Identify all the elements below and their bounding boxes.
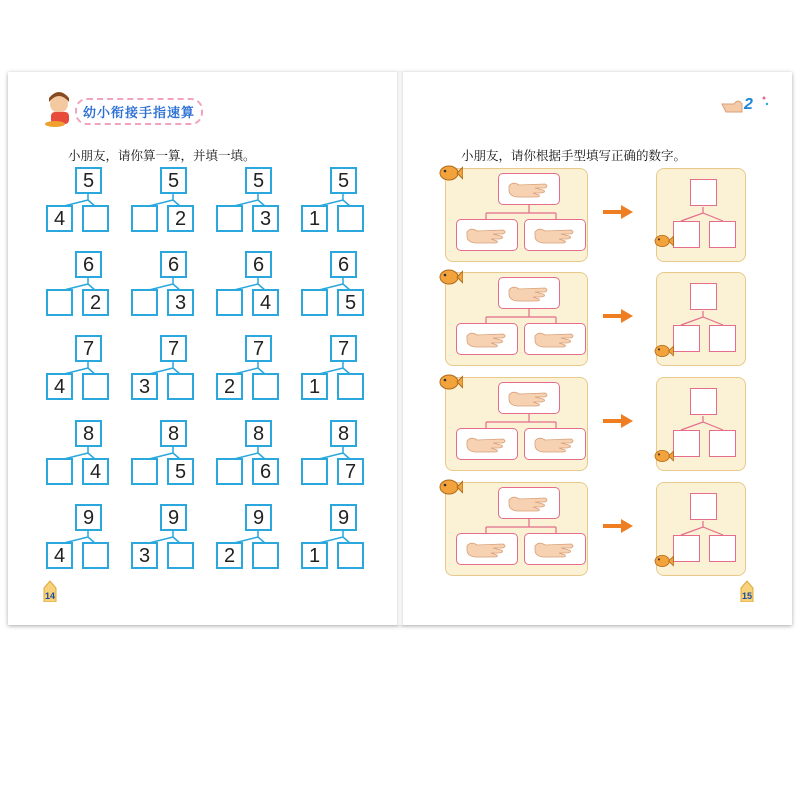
number-bond bbox=[214, 420, 304, 486]
left-part-box[interactable]: 4 bbox=[46, 373, 73, 400]
right-part-box[interactable]: 4 bbox=[82, 458, 109, 485]
right-part-box[interactable]: 4 bbox=[252, 289, 279, 316]
fish-icon bbox=[652, 343, 674, 364]
number-bond bbox=[299, 504, 389, 570]
fish-icon bbox=[652, 233, 674, 254]
answer-total-box[interactable] bbox=[690, 179, 717, 206]
answer-left-box[interactable] bbox=[673, 325, 700, 352]
total-box[interactable]: 6 bbox=[330, 251, 357, 278]
left-part-box[interactable]: 1 bbox=[301, 542, 328, 569]
number-bond bbox=[44, 420, 134, 486]
left-part-box[interactable] bbox=[301, 458, 328, 485]
left-part-box[interactable]: 2 bbox=[216, 542, 243, 569]
total-box[interactable]: 9 bbox=[75, 504, 102, 531]
total-box[interactable]: 6 bbox=[245, 251, 272, 278]
right-part-box[interactable]: 3 bbox=[252, 205, 279, 232]
total-box[interactable]: 5 bbox=[330, 167, 357, 194]
page-number-right-label: 15 bbox=[741, 591, 752, 601]
answer-total-box[interactable] bbox=[690, 388, 717, 415]
hand-panel bbox=[445, 377, 588, 471]
number-bond bbox=[129, 420, 219, 486]
answer-right-box[interactable] bbox=[709, 221, 736, 248]
left-part-box[interactable] bbox=[46, 458, 73, 485]
answer-panel bbox=[656, 272, 746, 366]
book-spine bbox=[397, 72, 403, 625]
hand-gesture-icon bbox=[498, 173, 560, 205]
total-box[interactable]: 8 bbox=[160, 420, 187, 447]
hand-gesture-icon bbox=[524, 533, 586, 565]
right-part-box[interactable] bbox=[337, 373, 364, 400]
fish-icon bbox=[437, 267, 463, 292]
hand-gesture-icon bbox=[456, 323, 518, 355]
book-title: 幼小衔接手指速算 bbox=[75, 98, 203, 125]
number-bond bbox=[299, 167, 389, 233]
number-bond bbox=[129, 251, 219, 317]
hand-gesture-icon bbox=[498, 487, 560, 519]
right-part-box[interactable]: 6 bbox=[252, 458, 279, 485]
total-box[interactable]: 9 bbox=[245, 504, 272, 531]
left-instruction: 小朋友，请你算一算，并填一填。 bbox=[68, 148, 256, 163]
hand-gesture-icon bbox=[524, 428, 586, 460]
right-part-box[interactable] bbox=[252, 542, 279, 569]
left-part-box[interactable]: 1 bbox=[301, 205, 328, 232]
left-part-box[interactable] bbox=[216, 458, 243, 485]
fish-icon bbox=[437, 372, 463, 397]
answer-left-box[interactable] bbox=[673, 221, 700, 248]
fish-icon bbox=[652, 553, 674, 574]
number-bond bbox=[299, 335, 389, 401]
hand-gesture-icon bbox=[498, 382, 560, 414]
right-part-box[interactable]: 5 bbox=[167, 458, 194, 485]
answer-right-box[interactable] bbox=[709, 325, 736, 352]
answer-total-box[interactable] bbox=[690, 493, 717, 520]
total-box[interactable]: 5 bbox=[75, 167, 102, 194]
hand-gesture-icon bbox=[498, 277, 560, 309]
corner-number: 2 bbox=[744, 96, 753, 113]
left-part-box[interactable]: 1 bbox=[301, 373, 328, 400]
number-bond bbox=[214, 251, 304, 317]
left-part-box[interactable] bbox=[131, 205, 158, 232]
right-part-box[interactable] bbox=[82, 205, 109, 232]
right-part-box[interactable] bbox=[82, 373, 109, 400]
number-bond bbox=[214, 335, 304, 401]
answer-panel bbox=[656, 377, 746, 471]
total-box[interactable]: 9 bbox=[160, 504, 187, 531]
fish-icon bbox=[437, 163, 463, 188]
total-box[interactable]: 9 bbox=[330, 504, 357, 531]
answer-total-box[interactable] bbox=[690, 283, 717, 310]
right-part-box[interactable] bbox=[337, 542, 364, 569]
total-box[interactable]: 8 bbox=[245, 420, 272, 447]
number-bond bbox=[129, 504, 219, 570]
number-bond bbox=[129, 167, 219, 233]
hand-gesture-icon bbox=[524, 323, 586, 355]
page-number-right bbox=[737, 580, 757, 602]
number-bond bbox=[299, 251, 389, 317]
hand-corner-icon bbox=[720, 94, 770, 118]
fish-icon bbox=[437, 477, 463, 502]
left-part-box[interactable]: 4 bbox=[46, 542, 73, 569]
right-part-box[interactable] bbox=[167, 373, 194, 400]
right-part-box[interactable]: 3 bbox=[167, 289, 194, 316]
arrow-right-icon bbox=[603, 205, 633, 219]
hand-panel bbox=[445, 272, 588, 366]
arrow-right-icon bbox=[603, 309, 633, 323]
total-box[interactable]: 6 bbox=[160, 251, 187, 278]
left-part-box[interactable]: 4 bbox=[46, 205, 73, 232]
number-bond bbox=[299, 420, 389, 486]
hand-panel bbox=[445, 168, 588, 262]
hand-panel bbox=[445, 482, 588, 576]
total-box[interactable]: 7 bbox=[245, 335, 272, 362]
number-bond bbox=[44, 504, 134, 570]
number-bond bbox=[44, 251, 134, 317]
right-part-box[interactable]: 5 bbox=[337, 289, 364, 316]
right-instruction: 小朋友，请你根据手型填写正确的数字。 bbox=[461, 148, 687, 163]
arrow-right-icon bbox=[603, 519, 633, 533]
right-part-box[interactable]: 2 bbox=[167, 205, 194, 232]
left-part-box[interactable]: 3 bbox=[131, 373, 158, 400]
right-part-box[interactable]: 7 bbox=[337, 458, 364, 485]
answer-left-box[interactable] bbox=[673, 535, 700, 562]
left-part-box[interactable] bbox=[131, 458, 158, 485]
left-part-box[interactable] bbox=[301, 289, 328, 316]
answer-right-box[interactable] bbox=[709, 430, 736, 457]
page-number-left-label: 14 bbox=[44, 591, 55, 601]
number-bond bbox=[44, 167, 134, 233]
answer-right-box[interactable] bbox=[709, 535, 736, 562]
left-part-box[interactable] bbox=[216, 289, 243, 316]
number-bond bbox=[129, 335, 219, 401]
total-box[interactable]: 8 bbox=[330, 420, 357, 447]
hand-gesture-icon bbox=[524, 219, 586, 251]
total-box[interactable]: 5 bbox=[160, 167, 187, 194]
number-bond bbox=[214, 504, 304, 570]
arrow-right-icon bbox=[603, 414, 633, 428]
right-part-box[interactable] bbox=[167, 542, 194, 569]
total-box[interactable]: 7 bbox=[160, 335, 187, 362]
left-part-box[interactable] bbox=[216, 205, 243, 232]
book-header bbox=[45, 88, 205, 128]
right-part-box[interactable]: 2 bbox=[82, 289, 109, 316]
hand-gesture-icon bbox=[456, 428, 518, 460]
right-part-box[interactable] bbox=[252, 373, 279, 400]
total-box[interactable]: 7 bbox=[75, 335, 102, 362]
left-part-box[interactable] bbox=[131, 289, 158, 316]
page-number-left bbox=[40, 580, 60, 602]
number-bond bbox=[214, 167, 304, 233]
right-part-box[interactable] bbox=[82, 542, 109, 569]
hand-gesture-icon bbox=[456, 219, 518, 251]
fish-icon bbox=[652, 448, 674, 469]
left-part-box[interactable]: 3 bbox=[131, 542, 158, 569]
total-box[interactable]: 5 bbox=[245, 167, 272, 194]
answer-panel bbox=[656, 168, 746, 262]
total-box[interactable]: 8 bbox=[75, 420, 102, 447]
right-part-box[interactable] bbox=[337, 205, 364, 232]
hand-gesture-icon bbox=[456, 533, 518, 565]
left-part-box[interactable]: 2 bbox=[216, 373, 243, 400]
total-box[interactable]: 6 bbox=[75, 251, 102, 278]
number-bond bbox=[44, 335, 134, 401]
total-box[interactable]: 7 bbox=[330, 335, 357, 362]
left-part-box[interactable] bbox=[46, 289, 73, 316]
answer-panel bbox=[656, 482, 746, 576]
answer-left-box[interactable] bbox=[673, 430, 700, 457]
